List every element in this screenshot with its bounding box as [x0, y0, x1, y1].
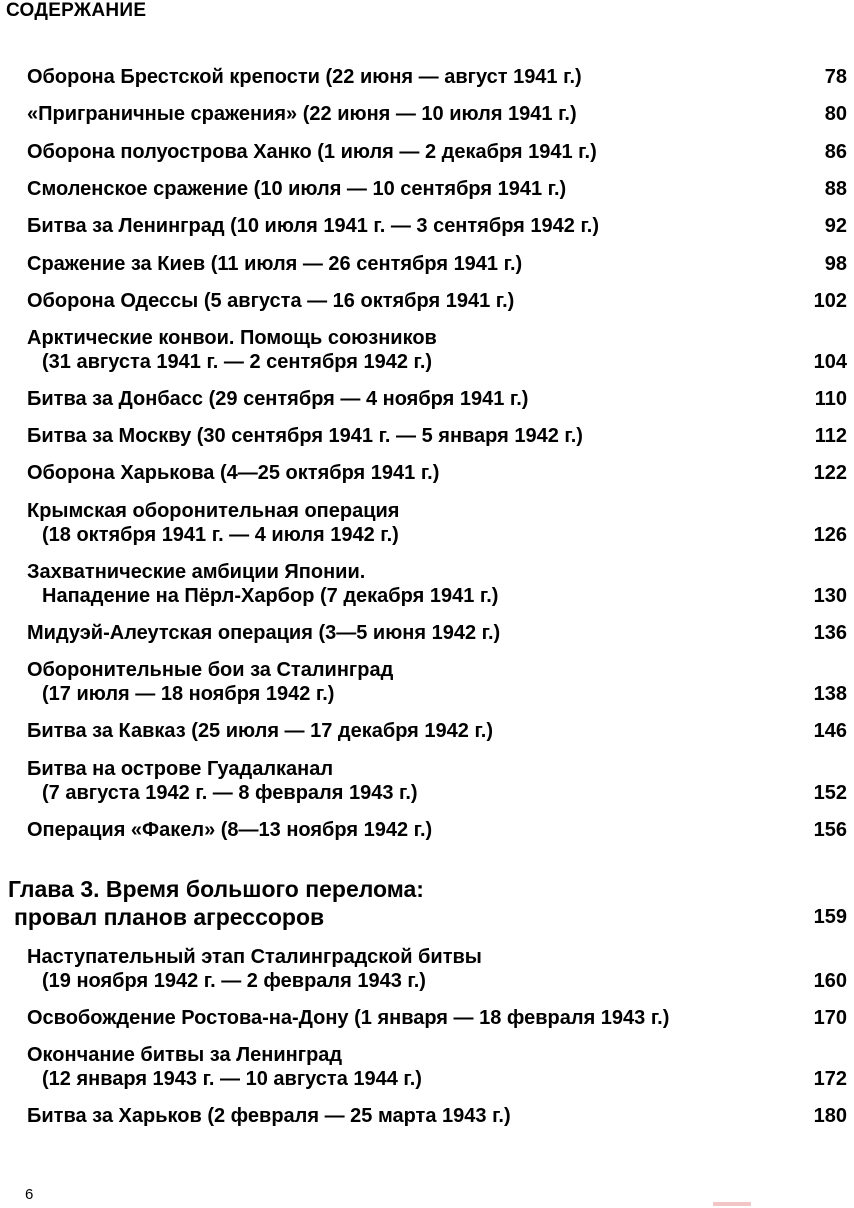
toc-entry[interactable] — [27, 214, 847, 238]
toc-page-number: 138 — [813, 683, 847, 705]
toc-page-number: 88 — [824, 178, 847, 200]
toc-page-number: 160 — [813, 970, 847, 992]
color-mark — [713, 1202, 751, 1206]
toc-page-number: 78 — [824, 66, 847, 88]
toc-entry[interactable] — [27, 719, 847, 743]
toc-page-number: 136 — [813, 622, 847, 644]
toc-entry[interactable] — [27, 818, 847, 842]
toc-page-number: 92 — [824, 215, 847, 237]
toc-entry[interactable] — [27, 424, 847, 448]
chapter-subtitle: провал планов агрессоров — [14, 904, 325, 930]
toc-page-number: 152 — [813, 782, 847, 804]
toc-entry-title: Битва на острове Гуадалканал — [27, 758, 334, 780]
toc-page-number: 104 — [813, 351, 847, 373]
toc-entry-title: Оборона Брестской крепости (22 июня — август 1941 г.) — [27, 66, 582, 88]
toc-page-number: 102 — [813, 290, 847, 312]
toc-entry-title: Битва за Москву (30 сентября 1941 г. — 5 января 1942 г.) — [27, 425, 583, 447]
toc-entry[interactable] — [27, 621, 847, 645]
toc-entry-title: Арктические конвои. Помощь союзников — [27, 327, 437, 349]
toc-page-number: 110 — [814, 388, 847, 410]
chapter-title: Глава 3. Время большого перелома: — [8, 876, 424, 902]
toc-entry-dates: (19 ноября 1942 г. — 2 февраля 1943 г.) — [42, 970, 426, 992]
toc-entry[interactable] — [27, 102, 847, 126]
toc-entry-title: Битва за Харьков (2 февраля — 25 марта 1943 г.) — [27, 1105, 511, 1127]
toc-entry-title: Битва за Кавказ (25 июля — 17 декабря 1942 г.) — [27, 720, 493, 742]
toc-page-number: 130 — [813, 585, 847, 607]
toc-entry[interactable] — [27, 140, 847, 164]
toc-entry[interactable] — [27, 326, 847, 374]
toc-entry[interactable] — [27, 1006, 847, 1030]
toc-entry-title: Битва за Донбасс (29 сентября — 4 ноября 1941 г.) — [27, 388, 529, 410]
toc-entry[interactable] — [27, 177, 847, 201]
toc-entry-title: «Приграничные сражения» (22 июня — 10 июля 1941 г.) — [27, 103, 577, 125]
toc-entry-title: Наступательный этап Сталинградской битвы — [27, 946, 482, 968]
toc-entry[interactable] — [27, 461, 847, 485]
toc-entry[interactable] — [27, 1104, 847, 1128]
toc-entry-dates: (7 августа 1942 г. — 8 февраля 1943 г.) — [42, 782, 418, 804]
toc-page-number: 146 — [813, 720, 847, 742]
toc-page-number: 170 — [813, 1007, 847, 1029]
toc-entry-title: Освобождение Ростова-на-Дону (1 января — 18 февраля 1943 г.) — [27, 1007, 670, 1029]
toc-entry[interactable] — [27, 252, 847, 276]
toc-entry-title: Сражение за Киев (11 июля — 26 сентября 1941 г.) — [27, 253, 523, 275]
toc-page-number: 86 — [824, 141, 847, 163]
toc-entry-title: Крымская оборонительная операция — [27, 500, 400, 522]
toc-entry-dates: (31 августа 1941 г. — 2 сентября 1942 г.) — [42, 351, 433, 373]
page-number: 6 — [25, 1186, 34, 1203]
toc-page-number: 80 — [824, 103, 847, 125]
toc-page-number: 172 — [813, 1068, 847, 1090]
toc-entry[interactable] — [27, 757, 847, 805]
toc-entry[interactable] — [27, 658, 847, 706]
toc-page-number: 122 — [813, 462, 847, 484]
toc-page-number: 112 — [814, 425, 847, 447]
toc-entry[interactable] — [27, 289, 847, 313]
toc-entry-title: Захватнические амбиции Японии. — [27, 561, 366, 583]
toc-entry[interactable] — [27, 387, 847, 411]
toc-page-number: 156 — [813, 819, 847, 841]
toc-page-number: 98 — [824, 253, 847, 275]
toc-entry-title: Оборонительные бои за Сталинград — [27, 659, 394, 681]
toc-entry-title: Оборона Одессы (5 августа — 16 октября 1941 г.) — [27, 290, 515, 312]
toc-entry-title: Смоленское сражение (10 июля — 10 сентября 1941 г.) — [27, 178, 567, 200]
toc-entry-title: Оборона Харькова (4—25 октября 1941 г.) — [27, 462, 440, 484]
toc-entry-dates: Нападение на Пёрл-Харбор (7 декабря 1941 г.) — [42, 585, 499, 607]
toc-entry-dates: (17 июля — 18 ноября 1942 г.) — [42, 683, 335, 705]
toc-entry-title: Операция «Факел» (8—13 ноября 1942 г.) — [27, 819, 433, 841]
toc-chapter-heading[interactable] — [8, 875, 847, 931]
toc-entry-dates: (18 октября 1941 г. — 4 июля 1942 г.) — [42, 524, 399, 546]
toc-entry[interactable] — [27, 1043, 847, 1091]
toc-page-number: 159 — [813, 906, 847, 928]
toc-entry[interactable] — [27, 945, 847, 993]
toc-page-number: 180 — [813, 1105, 847, 1127]
toc-page-number: 126 — [813, 524, 847, 546]
toc-entry-title: Оборона полуострова Ханко (1 июля — 2 декабря 1941 г.) — [27, 141, 597, 163]
toc-entry[interactable] — [27, 499, 847, 547]
toc-entry-title: Битва за Ленинград (10 июля 1941 г. — 3 сентября 1942 г.) — [27, 215, 599, 237]
page-title: СОДЕРЖАНИЕ — [6, 0, 147, 21]
toc-entry-dates: (12 января 1943 г. — 10 августа 1944 г.) — [42, 1068, 422, 1090]
toc-entry-title: Окончание битвы за Ленинград — [27, 1044, 343, 1066]
toc-entry-title: Мидуэй-Алеутская операция (3—5 июня 1942 г.) — [27, 622, 501, 644]
toc-entry[interactable] — [27, 65, 847, 89]
toc-entry[interactable] — [27, 560, 847, 608]
